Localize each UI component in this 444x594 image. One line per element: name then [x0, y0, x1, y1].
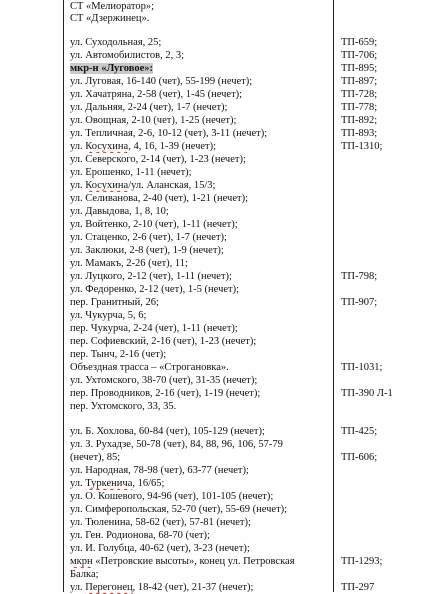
address-line — [70, 322, 332, 335]
address-line — [70, 542, 332, 555]
address-line — [70, 438, 332, 451]
address-text: СТ «Дзержинец». — [70, 13, 150, 24]
substation-code: ТП-706; — [341, 50, 378, 61]
address-text: ул. — [70, 141, 86, 152]
address-text: ул. — [70, 582, 86, 593]
substation-code: ТП-907; — [341, 297, 378, 308]
address-text: ул. Луговая, 16-140 (чет), 55-199 (нечет); — [70, 76, 253, 87]
address-text: ул. Федоренко, 2-12 (чет), 1-5 (нечет); — [70, 284, 240, 295]
address-text: пер. Гранитный, 26; — [70, 297, 159, 308]
address-text: Косухина — [85, 141, 129, 152]
address-text: ул. О. Кошевого, 94-96 (чет), 101-105 (нечет); — [70, 491, 274, 502]
address-text: пер. Проводников, 2-16 (чет), 1-19 (нечет); — [70, 388, 261, 399]
address-line — [70, 309, 332, 322]
address-text: ул. Ерошенко, 1-11 (нечет); — [70, 167, 192, 178]
address-line — [70, 244, 332, 257]
address-text: пер. Софиевский, 2-16 (чет), 1-23 (нечет); — [70, 336, 257, 347]
substation-code: ТП-798; — [341, 271, 378, 282]
address-line — [70, 101, 332, 114]
substation-code: ТП-778; — [341, 102, 378, 113]
address-line — [70, 348, 332, 361]
address-line — [70, 114, 332, 127]
address-text: Перегонец — [85, 582, 133, 593]
address-text: ул. — [70, 478, 86, 489]
address-line — [70, 12, 332, 25]
address-line — [70, 490, 332, 503]
address-line — [70, 62, 332, 75]
address-text: ул. Мамакъ, 2-26 (чет), 11; — [70, 258, 188, 269]
column-divider-left — [63, 0, 64, 592]
address-line — [70, 335, 332, 348]
address-text: ул. Ген. Родионова, 68-70 (чет); — [70, 530, 210, 541]
address-text: ул. Овощная, 2-10 (чет), 1-25 (нечет); — [70, 115, 237, 126]
column-divider-middle — [333, 0, 334, 592]
address-line — [70, 529, 332, 542]
address-text: , 16/65; — [132, 478, 165, 489]
address-line — [70, 140, 332, 153]
address-line — [70, 516, 332, 529]
address-text: Объездная трасса – «Строгановка». — [70, 362, 229, 373]
address-text: ул. Б. Хохлова, 60-84 (чет), 105-129 (нечет); — [70, 426, 265, 437]
address-line — [70, 581, 332, 594]
address-line — [70, 296, 332, 309]
substation-code: ТП-297 — [341, 582, 375, 593]
substation-code: ТП-1031; — [341, 362, 383, 373]
address-line — [70, 36, 332, 49]
address-text: ул. Северского, 2-14 (чет), 1-23 (нечет); — [70, 154, 246, 165]
address-line — [70, 425, 332, 438]
address-text: (нечет), 85; — [70, 452, 121, 463]
address-text: ул. Автомобилистов, 2, 3; — [70, 50, 185, 61]
address-text: Косухина — [85, 180, 129, 191]
address-text: ул. Селиванова, 2-40 (чет), 1-21 (нечет); — [70, 193, 248, 204]
address-line — [70, 75, 332, 88]
substation-code: ТП-1293; — [341, 556, 383, 567]
substation-code: ТП-893; — [341, 128, 378, 139]
address-text: мкр-н «Луговое»: — [70, 63, 154, 74]
address-text: Балка; — [70, 569, 99, 580]
address-line — [70, 127, 332, 140]
address-text: ул. Луцкого, 2-12 (чет), 1-11 (нечет); — [70, 271, 232, 282]
address-text: ул. И. Голубца, 40-62 (чет), 3-23 (нечет); — [70, 543, 250, 554]
address-text: ул. Тюленина, 58-62 (чет), 57-81 (нечет); — [70, 517, 251, 528]
address-line — [70, 568, 332, 581]
address-line — [70, 477, 332, 490]
address-text: ул. Чукурча, 5, 6; — [70, 310, 147, 321]
substation-code: ТП-892; — [341, 115, 378, 126]
address-line — [70, 257, 332, 270]
address-line — [70, 49, 332, 62]
address-line — [70, 231, 332, 244]
address-text: пер. Ухтомского, 33, 35. — [70, 401, 177, 412]
address-line — [70, 218, 332, 231]
address-text: ул. Симферопольская, 52-70 (чет), 55-69 (нечет); — [70, 504, 288, 515]
address-line — [70, 464, 332, 477]
address-text: ул. Тепличная, 2-6, 10-12 (чет), 3-11 (нечет); — [70, 128, 268, 139]
address-line — [70, 400, 332, 413]
substation-code: ТП-1310; — [341, 141, 383, 152]
address-text: ул. Дальняя, 2-24 (чет), 1-7 (нечет); — [70, 102, 228, 113]
address-line — [70, 503, 332, 516]
address-text: ул. Народная, 78-98 (чет), 63-77 (нечет); — [70, 465, 249, 476]
address-line — [70, 451, 332, 464]
address-text: ул. Войтенко, 2-10 (чет), 1-11 (нечет); — [70, 219, 238, 230]
address-text: , 4, 16, 1-39 (нечет); — [128, 141, 217, 152]
address-text: СТ «Мелиоратор»; — [70, 1, 155, 12]
address-text: ул. Давыдова, 1, 8, 10; — [70, 206, 169, 217]
address-text: ул. — [70, 180, 86, 191]
address-line — [70, 555, 332, 568]
address-text: ул. З. Рухадзе, 50-78 (чет), 84, 88, 96, 106, 57-79 — [70, 439, 283, 450]
substation-code: ТП-425; — [341, 426, 378, 437]
address-line — [70, 283, 332, 296]
substation-code: ТП-728; — [341, 89, 378, 100]
address-text: пер. Тынч, 2-16 (чет); — [70, 349, 167, 360]
address-line — [70, 205, 332, 218]
address-text: пер. Чукурча, 2-24 (чет), 1-11 (нечет); — [70, 323, 238, 334]
address-line — [70, 179, 332, 192]
address-text: , 18-42 (чет), 21-37 (нечет); — [132, 582, 254, 593]
address-line — [70, 374, 332, 387]
address-line — [70, 361, 332, 374]
address-line — [70, 192, 332, 205]
substation-code: ТП-897; — [341, 76, 378, 87]
address-line — [70, 153, 332, 166]
address-line — [70, 387, 332, 400]
address-text: мкрн — [70, 556, 93, 567]
address-line — [70, 166, 332, 179]
address-text: ул. Заклюки, 2-8 (чет), 1-9 (нечет); — [70, 245, 224, 256]
address-text: «Петровские высоты», конец ул. Петровская — [92, 556, 295, 567]
address-text: ул. Стаценко, 2-6 (чет), 1-7 (нечет); — [70, 232, 227, 243]
address-line — [70, 88, 332, 101]
address-text: ул. Суходольная, 25; — [70, 37, 162, 48]
address-text: /ул. Аланская, 15/3; — [128, 180, 216, 191]
address-text: Туркенича — [85, 478, 133, 489]
substation-code: ТП-606; — [341, 452, 378, 463]
substation-code: ТП-895; — [341, 63, 378, 74]
substation-code: ТП-659; — [341, 37, 378, 48]
substation-code: ТП-390 Л-1 — [341, 388, 393, 399]
address-text: ул. Ухтомского, 38-70 (чет), 31-35 (нечет); — [70, 375, 258, 386]
address-text: ул. Хачатряна, 2-58 (чет), 1-45 (нечет); — [70, 89, 243, 100]
address-line — [70, 270, 332, 283]
